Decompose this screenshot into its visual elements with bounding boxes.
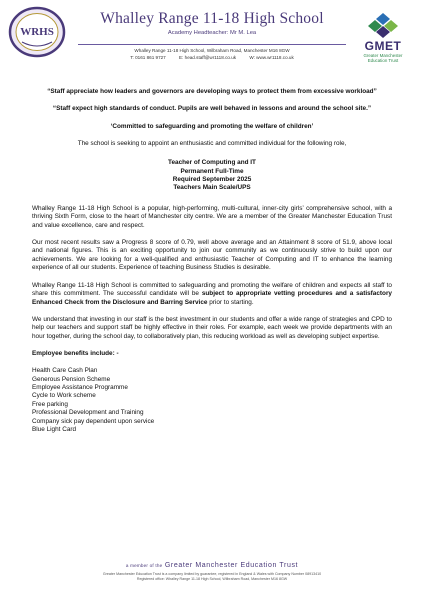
- paragraph-safeguarding: [32, 282, 392, 307]
- benefits-list: [32, 367, 392, 434]
- benefits-title: Employee benefits include: -: [32, 350, 119, 358]
- list-item: Professional Development and Training: [32, 409, 144, 417]
- list-item: Blue Light Card: [32, 425, 77, 433]
- list-item: Free parking: [32, 400, 68, 408]
- trust-logo-text: GMET: [364, 39, 402, 53]
- paragraph-results: Our most recent results saw a Progress 8 score of 0.79, well above average and an Attainment 8 score of 51.9, above local and national figures. This is an exciting opportunity to join our community as we continuously strive to build upon our achievements. We are looking for a well-qualified and enthusiastic Teacher of Computing and IT to enhance the learning experience of all our students. Experience of teaching Business Studies is desirable.: [32, 239, 392, 272]
- website[interactable]: W: www.wr1118.co.uk: [249, 55, 294, 60]
- footer-trust-line: [0, 562, 424, 569]
- school-name: Whalley Range 11-18 High School: [100, 10, 324, 27]
- list-item: Employee Assistance Programme: [32, 383, 128, 391]
- school-title-block: [78, 10, 346, 36]
- paragraph-school: Whalley Range 11-18 High School is a popular, high-performing, multi-cultural, inner-city girls’ comprehensive school, with a thriving Sixth Form, close to the heart of Manchester city centre. We are a member of the Greater Manchester Education Trust and value excellence, care and respect.: [32, 204, 392, 229]
- quote-workload: “Staff appreciate how leaders and governors are developing ways to protect them from excessive workload”: [47, 88, 377, 95]
- footer-prefix: a member of the: [125, 563, 163, 568]
- quote-conduct: “Staff expect high standards of conduct. Pupils are well behaved in lessons and around the school site.”: [52, 105, 372, 113]
- email[interactable]: E: head.staff@wr1118.co.uk: [179, 55, 237, 60]
- intro-text: The school is seeking to appoint an enthusiastic and committed individual for the following role,: [77, 140, 347, 148]
- safeguarding-vetting: subject to appropriate vetting procedures and a satisfactory Enhanced Check from the Disclosure and Barring Service: [32, 290, 392, 306]
- paragraph-cpd: We understand that investing in our staff is the best investment in our students and offer a wide range of strategies and CPD to help our teachers and support staff be highly effective in their roles. For example, each week we provide departments with an hour together, during the school day, to collaboratively plan, this reducing workload as well as developing subject expertise.: [32, 315, 392, 340]
- trust-logo: [356, 12, 410, 63]
- headteacher: Academy Headteacher: Mr M. Lea: [167, 30, 257, 36]
- list-item: Company sick pay dependent upon service: [32, 417, 155, 425]
- phone: T: 0161 861 9727: [130, 55, 166, 60]
- advert-body: [32, 88, 392, 434]
- footer: [0, 562, 424, 582]
- role-start: Required September 2025: [172, 176, 252, 184]
- crest-text: WRHS: [20, 26, 54, 38]
- role-contract: Permanent Full-Time: [180, 167, 244, 175]
- contact-details: [78, 55, 346, 60]
- trust-logo-subtext: Greater Manchester Education Trust: [363, 53, 403, 63]
- footer-trust-name: Greater Manchester Education Trust: [164, 562, 299, 569]
- letterhead: [0, 0, 424, 78]
- role-details: [32, 159, 392, 193]
- footer-legal: [0, 572, 424, 582]
- safeguarding-text-end: prior to starting.: [207, 298, 254, 306]
- school-address: Whalley Range 11-18 High School, Wilbraham Road, Manchester M16 8GW: [134, 48, 290, 53]
- role-scale: Teachers Main Scale/UPS: [173, 184, 251, 192]
- school-crest-logo: [8, 6, 66, 58]
- list-item: Health Care Cash Plan: [32, 367, 98, 375]
- trust-logo-mark: [368, 12, 398, 38]
- safeguarding-text-start: Whalley Range 11-18 High School is committed to safeguarding and promoting the welfare of children and expects all staff to share this commitment. The successful candidate will be: [32, 281, 392, 298]
- footer-legal-company: Greater Manchester Education Trust is a company limited by guarantee, registered in England & Wales with Company Number 08913410: [102, 572, 322, 576]
- role-title: Teacher of Computing and IT: [168, 159, 256, 167]
- header-divider: [78, 44, 346, 45]
- quote-safeguarding: ‘Committed to safeguarding and promoting the welfare of children’: [110, 122, 314, 130]
- footer-legal-office: Registered office: Whalley Range 11-18 High School, Wilbraham Road, Manchester M16 8GW: [136, 577, 288, 581]
- list-item: Generous Pension Scheme: [32, 375, 111, 383]
- list-item: Cycle to Work scheme: [32, 392, 96, 400]
